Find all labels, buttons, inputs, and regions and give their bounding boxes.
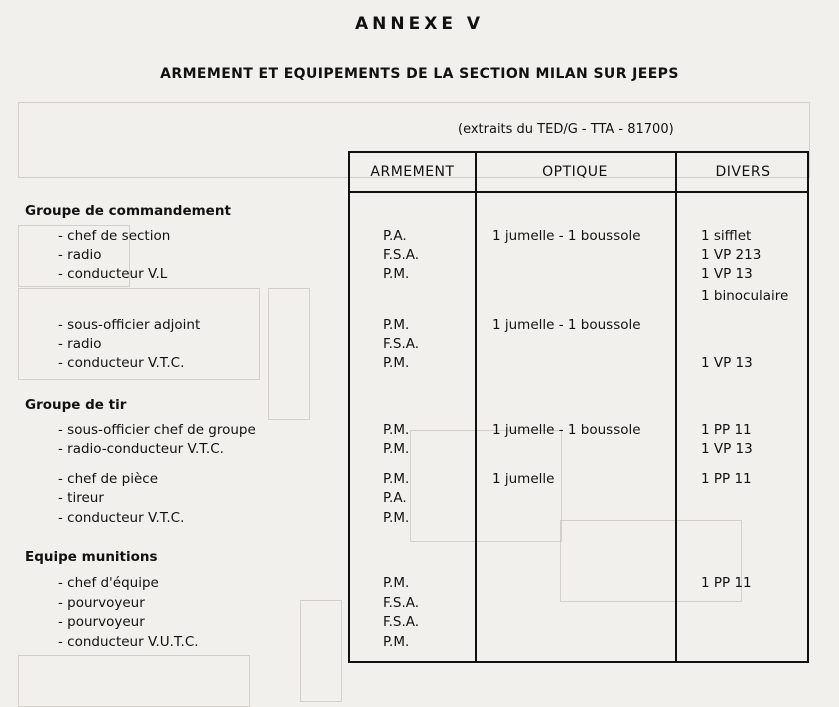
header-divider <box>350 191 807 193</box>
member-divers: 1 PP 11 <box>701 575 752 591</box>
member-armement: F.S.A. <box>383 247 420 263</box>
member-role: - radio-conducteur V.T.C. <box>58 441 224 457</box>
member-role: - conducteur V.L <box>58 266 168 282</box>
member-armement: P.M. <box>383 317 410 333</box>
member-role: - conducteur V.U.T.C. <box>58 634 199 650</box>
member-armement: P.M. <box>383 471 410 487</box>
member-armement: P.A. <box>383 490 407 506</box>
member-role: - chef de pièce <box>58 471 159 487</box>
member-role: - conducteur V.T.C. <box>58 355 185 371</box>
member-armement: P.M. <box>383 441 410 457</box>
column-header-armement: ARMEMENT <box>370 164 455 180</box>
annex-title: ANNEXE V <box>354 14 485 34</box>
member-divers: 1 VP 13 <box>701 266 753 282</box>
member-divers: 1 VP 13 <box>701 441 753 457</box>
member-optique: 1 jumelle - 1 boussole <box>492 422 641 438</box>
column-header-optique: OPTIQUE <box>542 164 608 180</box>
group-title: Groupe de tir <box>25 397 127 413</box>
member-armement: F.S.A. <box>383 614 420 630</box>
group-title: Equipe munitions <box>25 549 158 565</box>
member-optique: 1 jumelle - 1 boussole <box>492 228 641 244</box>
member-divers: 1 PP 11 <box>701 422 752 438</box>
member-armement: P.M. <box>383 510 410 526</box>
member-armement: P.A. <box>383 228 407 244</box>
member-armement: P.M. <box>383 422 410 438</box>
member-divers: 1 sifflet <box>701 228 752 244</box>
group-title: Groupe de commandement <box>25 203 231 219</box>
member-armement: P.M. <box>383 634 410 650</box>
member-role: - radio <box>58 247 102 263</box>
member-divers: 1 binoculaire <box>701 288 789 304</box>
member-armement: P.M. <box>383 266 410 282</box>
member-role: - pourvoyeur <box>58 595 145 611</box>
column-divider <box>475 153 477 661</box>
member-divers: 1 VP 213 <box>701 247 762 263</box>
member-role: - sous-officier adjoint <box>58 317 201 333</box>
member-armement: P.M. <box>383 575 410 591</box>
member-role: - chef d'équipe <box>58 575 159 591</box>
member-armement: F.S.A. <box>383 336 420 352</box>
member-role: - chef de section <box>58 228 171 244</box>
column-header-divers: DIVERS <box>715 164 771 180</box>
member-role: - radio <box>58 336 102 352</box>
column-divider <box>675 153 677 661</box>
member-role: - pourvoyeur <box>58 614 145 630</box>
member-role: - tireur <box>58 490 104 506</box>
member-divers: 1 PP 11 <box>701 471 752 487</box>
member-role: - conducteur V.T.C. <box>58 510 185 526</box>
member-divers: 1 VP 13 <box>701 355 753 371</box>
member-armement: F.S.A. <box>383 595 420 611</box>
source-reference: (extraits du TED/G - TTA - 81700) <box>458 122 674 137</box>
member-optique: 1 jumelle <box>492 471 555 487</box>
member-role: - sous-officier chef de groupe <box>58 422 256 438</box>
member-armement: P.M. <box>383 355 410 371</box>
member-optique: 1 jumelle - 1 boussole <box>492 317 641 333</box>
document-subtitle: ARMEMENT ET EQUIPEMENTS DE LA SECTION MILAN SUR JEEPS <box>160 66 679 82</box>
